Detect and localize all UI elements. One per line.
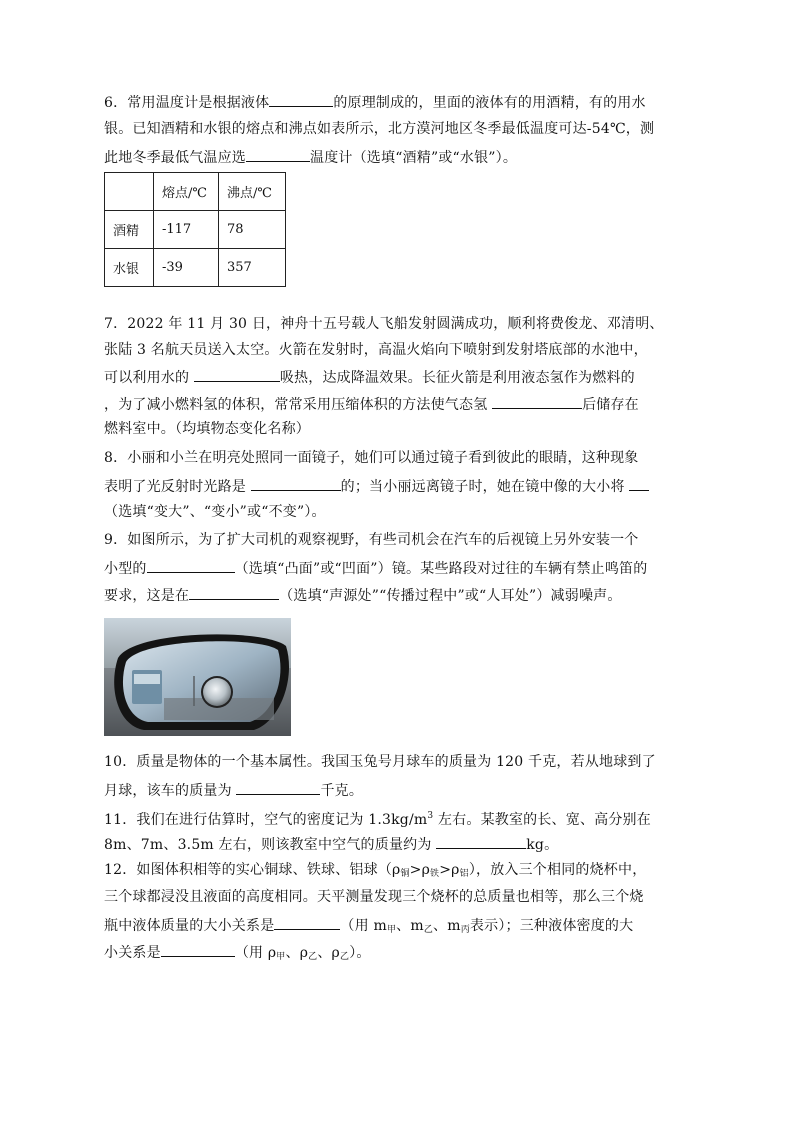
- q9-text: （选填“声源处”“传播过程中”或“人耳处”）减弱噪声。: [279, 588, 622, 604]
- q6-line-2: [104, 120, 654, 138]
- q7-line-1: [104, 315, 664, 333]
- table-cell: 357: [219, 249, 286, 287]
- q11-text: 11．我们在进行估算时，空气的密度记为 1.3kg/m: [104, 812, 428, 828]
- q12-blank-1[interactable]: [274, 915, 340, 930]
- table-row: [105, 249, 286, 287]
- q9-line-2: [104, 558, 647, 578]
- q6-text: 此地冬季最低气温应选: [104, 150, 246, 166]
- q12-subscript: 丙: [460, 925, 470, 935]
- q9-line-1: [104, 531, 639, 549]
- q12-text: 、ρ: [317, 945, 340, 961]
- q12-subscript: 甲: [386, 925, 397, 935]
- q8-text: 的；当小丽远离镜子时，她在镜中像的大小将: [340, 479, 625, 495]
- q8-text: 表明了光反射时光路是: [104, 479, 246, 495]
- table-cell: -117: [154, 211, 219, 249]
- q7-blank-1[interactable]: [194, 367, 280, 382]
- q9-text: （选填“凸面”或“凹面”）镜。某些路段对过往的车辆有禁止鸣笛的: [234, 561, 648, 577]
- q11-text: 左右。某教室的长、宽、高分别在: [433, 812, 651, 828]
- q6-line-1: [104, 92, 646, 112]
- q9-blank-1[interactable]: [147, 558, 235, 573]
- q12-text: （用 ρ: [234, 945, 277, 961]
- convex-mirror: [203, 678, 231, 706]
- q8-line-2: [104, 476, 649, 496]
- q12-line-3: [104, 915, 633, 939]
- table-cell: 酒精: [105, 211, 154, 249]
- mirror-illustration: [104, 618, 291, 736]
- q10-line-1: [104, 753, 656, 771]
- q12-line-4: [104, 942, 371, 966]
- q9-text: 要求，这是在: [104, 588, 190, 604]
- q12-line-2: [104, 888, 644, 906]
- q6-text: 6．常用温度计是根据液体: [104, 95, 270, 111]
- q12-blank-2[interactable]: [161, 942, 235, 957]
- q8-line-1: [104, 449, 639, 467]
- q12-text: >ρ: [439, 862, 460, 878]
- q7-line-3: [104, 367, 635, 387]
- q12-text: 表示）；三种液体密度的大: [469, 918, 634, 934]
- q7-text: 7．2022 年 11 月 30 日，神舟十五号载人飞船发射圆满成功，顺利将费俊龙、邓清明、: [104, 316, 664, 332]
- bus-window: [134, 674, 160, 684]
- q6-blank-1[interactable]: [269, 92, 333, 107]
- q12-line-1: [104, 861, 646, 883]
- q6-text: 银。已知酒精和水银的熔点和沸点如表所示，北方漠河地区冬季最低温度可达-54℃，测: [104, 121, 655, 137]
- q9-text: 9．如图所示，为了扩大司机的观察视野，有些司机会在汽车的后视镜上另外安装一个: [104, 532, 639, 548]
- q6-text: 的原理制成的，里面的液体有的用酒精，有的用水: [333, 95, 646, 111]
- q12-subscript: 铜: [400, 869, 410, 879]
- q8-text: （选填“变大”、“变小”或“不变”）。: [104, 504, 326, 520]
- q8-blank-2[interactable]: [629, 476, 649, 491]
- rearview-mirror-photo: [104, 618, 291, 736]
- table-cell: -39: [154, 249, 219, 287]
- q11-blank-1[interactable]: [436, 834, 526, 849]
- q7-text: 张陆 3 名航天员送入太空。火箭在发射时，高温火焰向下喷射到发射塔底部的水池中，: [104, 342, 648, 358]
- table-cell: 水银: [105, 249, 154, 287]
- q9-text: 小型的: [104, 561, 147, 577]
- q12-text: >ρ: [409, 862, 431, 878]
- q10-blank-1[interactable]: [236, 780, 320, 795]
- q12-subscript: 乙: [423, 925, 434, 935]
- q8-blank-1[interactable]: [251, 476, 341, 491]
- q11-superscript: 3: [427, 811, 434, 821]
- q8-text: 8．小丽和小兰在明亮处照同一面镜子，她们可以通过镜子看到彼此的眼睛，这种现象: [104, 450, 639, 466]
- q6-text: 温度计（选填“酒精”或“水银”）。: [310, 150, 518, 166]
- table-row: [105, 211, 286, 249]
- q9-line-3: [104, 585, 622, 605]
- q7-line-4: [104, 394, 639, 414]
- melting-boiling-table: [104, 172, 286, 287]
- q10-line-2: [104, 780, 363, 800]
- q7-blank-2[interactable]: [492, 394, 582, 409]
- q7-text: 燃料室中。（均填物态变化名称）: [104, 421, 310, 437]
- q7-text: 后储存在: [582, 397, 639, 413]
- q12-subscript: 乙: [308, 952, 318, 962]
- q6-line-3: [104, 147, 517, 167]
- q12-subscript: 乙: [339, 952, 350, 962]
- q7-text: 吸热，达成降温效果。长征火箭是利用液态氢作为燃料的: [279, 370, 635, 386]
- q9-blank-2[interactable]: [189, 585, 279, 600]
- q12-text: 12．如图体积相等的实心铜球、铁球、铝球（ρ: [104, 862, 401, 878]
- q6-blank-2[interactable]: [246, 147, 310, 162]
- table-header-cell: 沸点/℃: [219, 173, 286, 211]
- q12-text: ），放入三个相同的烧杯中，: [468, 862, 647, 878]
- q7-line-2: [104, 341, 648, 359]
- table-cell: 78: [219, 211, 286, 249]
- q12-text: 小关系是: [104, 945, 161, 961]
- q8-line-3: [104, 503, 326, 521]
- q12-text: （用 m: [340, 918, 387, 934]
- table-header-row: [105, 173, 286, 211]
- q12-text: 、m: [396, 918, 424, 934]
- q7-text: 可以利用水的: [104, 370, 190, 386]
- q12-text: ）。: [349, 945, 371, 961]
- q12-text: 三个球都浸没且液面的高度相同。天平测量发现三个烧杯的总质量也相等，那么三个烧: [104, 889, 644, 905]
- q12-text: 瓶中液体质量的大小关系是: [104, 918, 275, 934]
- q10-text: 10．质量是物体的一个基本属性。我国玉兔号月球车的质量为 120 千克，若从地球到了: [104, 754, 656, 770]
- q11-line-2: [104, 834, 558, 854]
- q7-line-5: [104, 420, 310, 438]
- q12-text: 、ρ: [285, 945, 309, 961]
- q12-text: 、m: [433, 918, 461, 934]
- q12-subscript: 甲: [276, 952, 286, 962]
- table-header-cell: [105, 173, 154, 211]
- table-header-cell: 熔点/℃: [154, 173, 219, 211]
- q10-text: 月球，该车的质量为: [104, 783, 232, 799]
- q12-subscript: 铝: [459, 869, 469, 879]
- q11-line-1: [104, 807, 651, 829]
- q11-text: 8m、7m、3.5m 左右，则该教室中空气的质量约为: [104, 837, 432, 853]
- q10-text: 千克。: [320, 783, 364, 799]
- q7-text: ，为了减小燃料氢的体积，常常采用压缩体积的方法使气态氢: [104, 397, 488, 413]
- q11-text: kg。: [526, 837, 559, 853]
- q12-subscript: 铁: [430, 869, 440, 879]
